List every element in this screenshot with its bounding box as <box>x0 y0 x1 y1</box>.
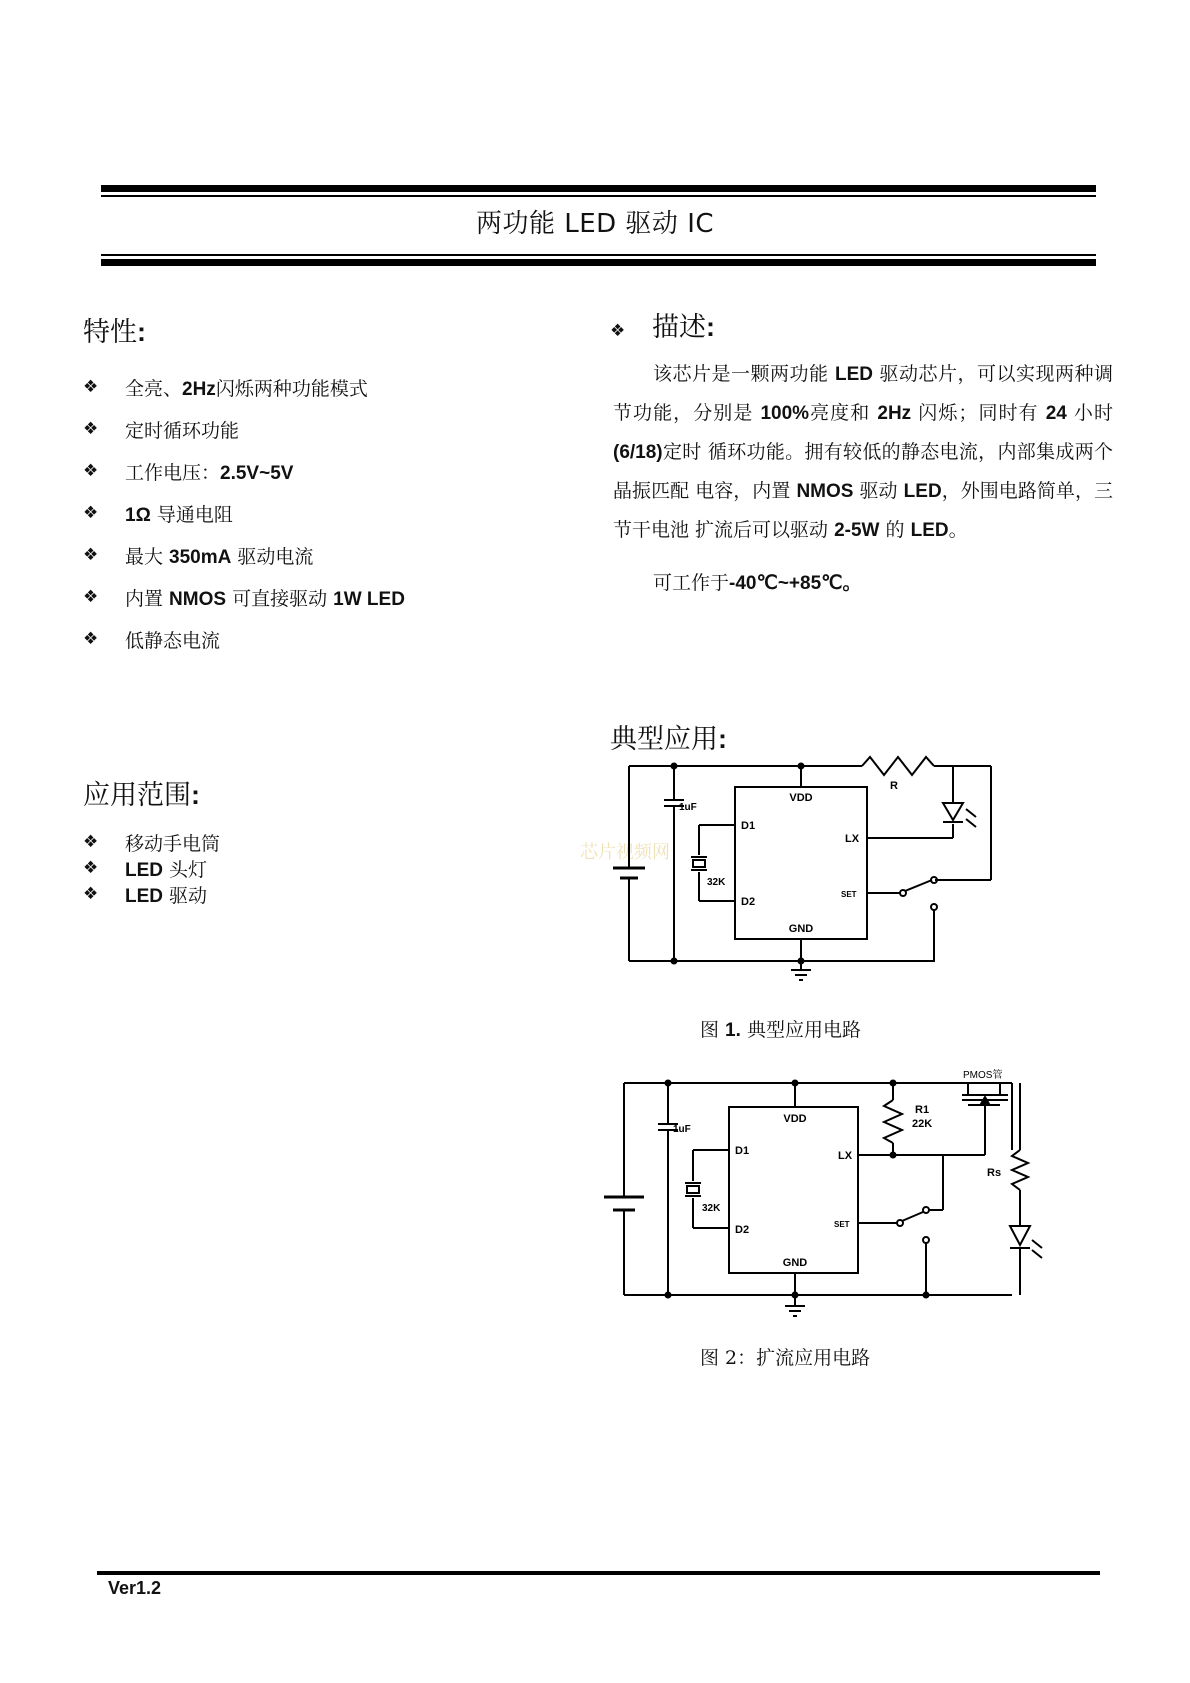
fig1-cap-label: 1uF <box>679 802 697 813</box>
fig1-lx-label: LX <box>845 833 860 845</box>
current-expansion-circuit <box>590 1060 1050 1325</box>
fig2-pmos-label: PMOS管 <box>963 1070 1003 1081</box>
diamond-bullet-icon: ❖ <box>83 629 99 649</box>
description-heading: ❖ 描述: <box>610 312 715 343</box>
diamond-bullet-icon: ❖ <box>83 884 99 904</box>
application-item-text: LED 驱动 <box>125 884 208 907</box>
fig2-cap-label: 1uF <box>673 1124 691 1135</box>
description-paragraph: 该芯片是一颗两功能 LED 驱动芯片，可以实现两种调节功能，分别是 100%亮度和 2Hz 闪烁；同时有 24 小时(6/18)定时 循环功能。拥有较低的静态电流，内部集成两个晶振匹配 电容，内置 NMOS 驱动 LED，外围电路简单，三节干电池 扩流后可以驱动 2-5W 的 LED。 <box>613 363 1113 541</box>
diamond-bullet-icon: ❖ <box>83 832 99 852</box>
fig2-set-label: SET <box>834 1220 850 1229</box>
application-item <box>83 829 220 855</box>
features-heading: 特性: <box>83 317 146 348</box>
feature-item-text: 全亮、2Hz闪烁两种功能模式 <box>125 377 368 400</box>
fig1-d1-label: D1 <box>741 820 756 832</box>
application-item-text: LED 头灯 <box>125 858 208 881</box>
fig2-lx-label: LX <box>838 1150 853 1162</box>
feature-item <box>83 450 405 492</box>
feature-item <box>83 408 405 450</box>
applications-list <box>83 829 220 907</box>
fig1-gnd-label: GND <box>788 923 814 935</box>
watermark: 芯片视频网 <box>580 842 670 863</box>
feature-item <box>83 576 405 618</box>
version-label: Ver1.2 <box>108 1578 162 1598</box>
fig2-gnd-label: GND <box>782 1257 808 1269</box>
feature-item-text: 定时循环功能 <box>125 419 240 442</box>
feature-item <box>83 618 405 660</box>
footer-rule <box>97 1571 1100 1575</box>
document-title: 两功能 LED 驱动 IC <box>475 209 715 239</box>
typical-application-circuit <box>600 745 1020 985</box>
fig1-vdd-label: VDD <box>789 792 813 804</box>
header-rule-bottom-thin <box>101 254 1096 256</box>
feature-item-text: 工作电压：2.5V~5V <box>125 461 294 484</box>
fig1-xtal-label: 32K <box>707 877 726 888</box>
features-list <box>83 366 405 660</box>
description-body <box>613 355 1113 603</box>
diamond-bullet-icon: ❖ <box>83 858 99 878</box>
fig1-resistor-label: R <box>890 780 898 792</box>
fig2-xtal-label: 32K <box>702 1203 721 1214</box>
application-item <box>83 881 220 907</box>
feature-item <box>83 492 405 534</box>
fig2-vdd-label: VDD <box>783 1113 807 1125</box>
diamond-bullet-icon: ❖ <box>610 321 626 341</box>
typical-application-heading: 典型应用: <box>610 724 727 755</box>
feature-item <box>83 366 405 408</box>
fig2-r1-value: 22K <box>912 1118 933 1130</box>
feature-item-text: 最大 350mA 驱动电流 <box>125 545 314 568</box>
diamond-bullet-icon: ❖ <box>83 461 99 481</box>
fig2-d2-label: D2 <box>735 1224 750 1236</box>
diamond-bullet-icon: ❖ <box>83 587 99 607</box>
diamond-bullet-icon: ❖ <box>83 377 99 397</box>
fig2-d1-label: D1 <box>735 1145 750 1157</box>
applications-heading: 应用范围: <box>83 780 200 811</box>
fig1-set-label: SET <box>841 890 857 899</box>
figure2-caption: 图 2：扩流应用电路 <box>700 1347 871 1369</box>
header-rule-bottom-thick <box>101 259 1096 266</box>
diamond-bullet-icon: ❖ <box>83 545 99 565</box>
operating-temperature-line: 可工作于-40℃~+85℃。 <box>653 572 862 594</box>
feature-item <box>83 534 405 576</box>
figure1-caption: 图 1. 典型应用电路 <box>700 1019 861 1041</box>
diamond-bullet-icon: ❖ <box>83 503 99 523</box>
feature-item-text: 内置 NMOS 可直接驱动 1W LED <box>125 587 405 610</box>
feature-item-text: 低静态电流 <box>125 629 221 652</box>
diamond-bullet-icon: ❖ <box>83 419 99 439</box>
application-item <box>83 855 220 881</box>
fig2-rs-label: Rs <box>987 1167 1002 1179</box>
header-rule-top-thick <box>101 185 1096 192</box>
header-rule-top-thin <box>101 195 1096 197</box>
fig1-d2-label: D2 <box>741 896 756 908</box>
feature-item-text: 1Ω 导通电阻 <box>125 503 233 526</box>
application-item-text: 移动手电筒 <box>125 832 221 855</box>
fig2-r1-label: R1 <box>915 1104 930 1116</box>
